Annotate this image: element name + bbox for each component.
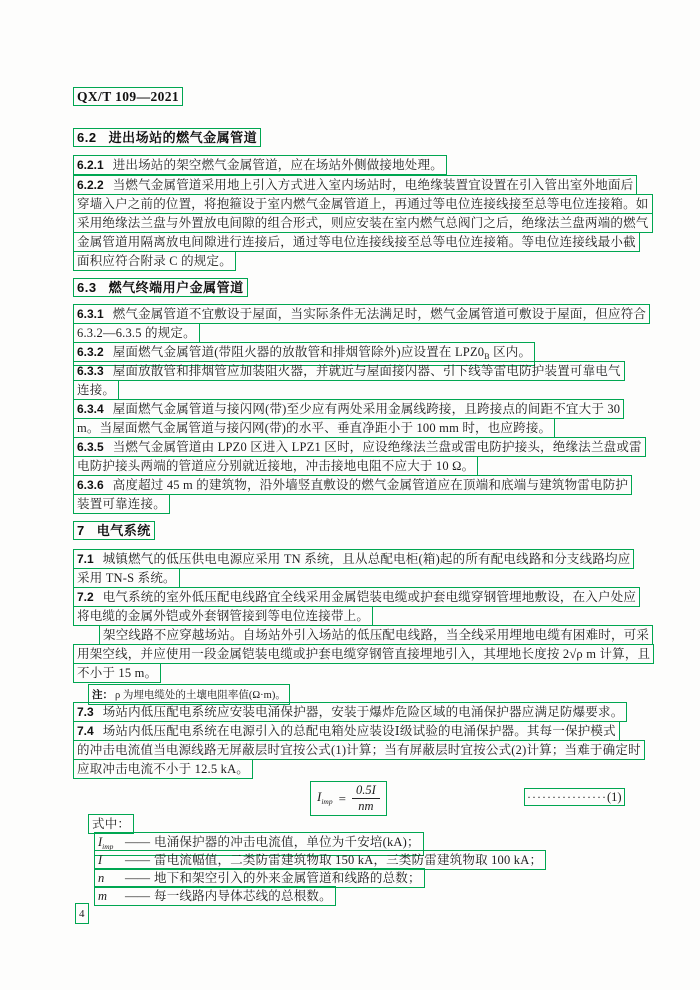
clause-6-3-6-line-2 <box>73 494 170 514</box>
text-line-box <box>73 549 634 569</box>
text-line-box <box>73 740 645 760</box>
definition-text: 每一线路内导体芯线的总根数。 <box>154 889 332 903</box>
symbol-base: I <box>98 853 103 867</box>
text-line-box <box>73 721 620 741</box>
section-6-3-heading-box <box>73 278 248 297</box>
clause-6-3-4-line-2 <box>73 418 555 438</box>
clause-number: 7.2 <box>77 590 94 604</box>
clause-text: 穿墙入户之前的位置，将抱箍设于室内燃气金属管道上，再通过等电位连接线接至总等电位连接箱。如 <box>77 197 649 211</box>
clause-6-2-2-line-5 <box>73 251 236 271</box>
page-number: 4 <box>79 908 85 920</box>
clause-6-3-5-line-2 <box>73 456 478 476</box>
clause-number: 7.3 <box>77 705 94 719</box>
clause-6-3-1-line-1 <box>73 304 650 324</box>
clause-text: 6.3.2—6.3.5 的规定。 <box>77 326 196 340</box>
section-6-2-heading <box>73 128 261 147</box>
page-header <box>73 87 183 106</box>
clause-7-2-line-1 <box>73 587 640 607</box>
numerator: 0.5I <box>352 784 380 799</box>
definition-text: 电涌保护器的冲击电流值，单位为千安培(kA)； <box>154 835 420 849</box>
equation-number: (1) <box>606 790 622 804</box>
page-number-line <box>75 903 89 924</box>
text-line-box <box>73 399 624 419</box>
text-line-box <box>73 759 253 779</box>
text-line-box <box>73 437 646 457</box>
text-line-box <box>73 213 653 233</box>
clause-7-1-line-2 <box>73 568 180 588</box>
clause-number: 6.3.5 <box>77 440 104 454</box>
clause-text: 当燃气金属管道采用地上引入方式进入室内场站时，电绝缘装置宜设置在引入管出室外地面后 <box>112 178 634 192</box>
clause-number: 7.4 <box>77 724 94 738</box>
text-line-box <box>73 323 200 343</box>
section-6-3-title: 燃气终端用户金属管道 <box>108 280 244 295</box>
section-7-title: 电气系统 <box>96 523 151 538</box>
text-line-box <box>94 868 425 888</box>
text-line-box <box>94 850 546 870</box>
section-7-heading <box>73 521 155 540</box>
clause-text: 高度超过 45 m 的建筑物，沿外墙竖直敷设的燃气金属管道应在顶端和底端与建筑物雷电防护 <box>112 478 629 492</box>
clause-6-2-2-line-3 <box>73 213 653 233</box>
lpz-subscript: B <box>484 352 490 361</box>
text-line-box <box>73 194 653 214</box>
clause-text: m。当屋面燃气金属管道与接闪网(带)的水平、垂直净距小于 100 mm 时，也应跨接。 <box>77 421 552 435</box>
doc-code: QX/T 109—2021 <box>77 89 180 104</box>
definition-n <box>94 868 425 888</box>
clause-text: 采用绝缘法兰盘与外置放电间隙的组合形式，则应安装在室内燃气总阀门之后，绝缘法兰盘两端的燃气 <box>77 216 649 230</box>
clause-7-2-line-2 <box>73 606 373 626</box>
symbol-base: I <box>98 835 103 849</box>
clause-text: 不小于 15 m。 <box>77 666 158 680</box>
formula-row <box>0 781 700 817</box>
equation-number-box <box>524 788 625 806</box>
formula-subscript: imp <box>321 796 333 806</box>
text-line-box <box>73 251 236 271</box>
definition-dash: —— <box>125 853 150 867</box>
clause-6-3-4-line-1 <box>73 399 624 419</box>
clause-text: 屋面燃气金属管道与接闪网(带)至少应有两处采用金属线跨接，且跨接点的间距不宜大于 30 <box>112 402 621 416</box>
clause-text: 进出场站的架空燃气金属管道，应在场站外侧做接地处理。 <box>112 158 443 172</box>
clause-number: 6.3.3 <box>77 364 104 378</box>
symbol-subscript: imp <box>102 842 114 851</box>
clause-text: 屋面燃气金属管道(带阻火器的放散管和排烟管除外)应设置在 LPZ0 <box>112 345 485 359</box>
clause-6-2-1-box <box>73 155 447 175</box>
clause-text: 金属管道用隔离放电间隙进行连接后，通过等电位连接线接至总等电位连接箱。等电位连接线最小截 <box>77 235 636 249</box>
clause-number: 6.3.6 <box>77 478 104 492</box>
text-line-box <box>73 702 627 722</box>
symbol-base: m <box>98 889 108 903</box>
clause-text: 屋面放散管和排烟管应加装阻火器，并就近与屋面接闪器、引下线等雷电防护装置可靠电气 <box>112 364 621 378</box>
text-line-box <box>73 304 650 324</box>
clause-text: 用架空线，并应使用一段金属铠装电缆或护套电缆穿钢管直接埋地引入，其埋地长度按 2√ρ m 计算，且 <box>77 647 651 661</box>
clause-7-4-line-1 <box>73 721 620 741</box>
clause-6-2-2-line-2 <box>73 194 653 214</box>
equals-sign: = <box>338 791 346 806</box>
section-6-2-number: 6.2 <box>77 130 97 145</box>
clause-text: 面积应符合附录 C 的规定。 <box>77 254 232 268</box>
page-number-box <box>75 903 89 924</box>
clause-7-3 <box>73 702 627 722</box>
text-line-box <box>73 587 640 607</box>
text-line-box <box>73 418 555 438</box>
text-line-box <box>73 456 478 476</box>
clause-text: 城镇燃气的低压供电电源应采用 TN 系统，且从总配电柜(箱)起的所有配电线路和分支线路均应 <box>102 552 631 566</box>
text-line-box <box>88 814 134 834</box>
definition-dash: —— <box>125 871 150 885</box>
clause-text: 场站内低压配电系统在电源引入的总配电箱处应装设Ⅰ级试验的电涌保护器。其每一保护模式 <box>102 724 616 738</box>
clause-number: 6.3.2 <box>77 345 104 359</box>
dot-leader: ················ <box>527 790 607 804</box>
text-line-box <box>73 644 654 664</box>
clause-6-3-5-line-1 <box>73 437 646 457</box>
text-line-box <box>94 886 336 906</box>
fraction <box>352 784 380 813</box>
clause-6-2-1 <box>73 155 447 175</box>
clause-text: 的冲击电流值当电源线路无屏蔽层时宜按公式(1)计算；当有屏蔽层时宜按公式(2)计算；当难于确定时 <box>77 743 641 757</box>
clause-7-1-line-1 <box>73 549 634 569</box>
clause-7-2-para-2-line-2 <box>73 644 654 664</box>
note-text: ρ 为埋电缆处的土壤电阻率值(Ω·m)。 <box>115 690 286 701</box>
section-6-3-number: 6.3 <box>77 280 97 295</box>
text-line-box <box>73 175 637 195</box>
clause-number: 6.3.1 <box>77 307 104 321</box>
text-line-box <box>73 494 170 514</box>
definition-text: 地下和架空引入的外来金属管道和线路的总数； <box>154 871 421 885</box>
section-7-number: 7 <box>77 523 85 538</box>
text-line-box <box>73 380 119 400</box>
clause-number: 7.1 <box>77 552 94 566</box>
clause-text: 场站内低压配电系统应安装电涌保护器，安装于爆炸危险区域的电涌保护器应满足防爆要求。 <box>102 705 624 719</box>
section-6-3-heading <box>73 278 248 297</box>
clause-7-4-line-2 <box>73 740 645 760</box>
clause-text: 连接。 <box>77 383 116 397</box>
clause-number: 6.3.4 <box>77 402 104 416</box>
text-line-box <box>99 625 653 645</box>
clause-7-2-para-2-line-1 <box>99 625 653 645</box>
clause-number: 6.2.1 <box>77 158 104 172</box>
clause-6-3-3-line-1 <box>73 361 625 381</box>
clause-text: 区内。 <box>489 345 532 359</box>
clause-text: 将电缆的金属外铠或外套钢管接到等电位连接带上。 <box>77 609 370 623</box>
section-6-2-title: 进出场站的燃气金属管道 <box>108 130 258 145</box>
symbol-base: n <box>98 871 105 885</box>
formula-symbol: I <box>317 788 322 804</box>
formula-intro: 式中： <box>92 817 131 831</box>
clause-6-2-2-line-1 <box>73 175 637 195</box>
clause-7-2-para-2-line-3 <box>73 663 161 683</box>
text-line-box <box>73 232 640 252</box>
denominator: nm <box>358 799 374 813</box>
definition-dash: —— <box>125 835 150 849</box>
definition-I <box>94 850 546 870</box>
clause-text: 当燃气金属管道由 LPZ0 区进入 LPZ1 区时，应设绝缘法兰盘或雷电防护接头，绝缘法兰盘或雷 <box>112 440 642 454</box>
clause-6-3-6-line-1 <box>73 475 632 495</box>
clause-text: 架空线路不应穿越场站。自场站外引入场站的低压配电线路，当全线采用埋地电缆有困难时，可采 <box>103 628 650 642</box>
clause-text: 应取冲击电流不小于 12.5 kA。 <box>77 762 250 776</box>
formula-intro-line <box>88 814 134 834</box>
clause-text: 装置可靠连接。 <box>77 497 166 511</box>
section-7-heading-box <box>73 521 155 540</box>
formula-1 <box>310 781 387 816</box>
clause-6-2-2-line-4 <box>73 232 640 252</box>
definition-dash: —— <box>125 889 150 903</box>
clause-6-3-1-line-2 <box>73 323 200 343</box>
section-6-2-heading-box <box>73 128 261 147</box>
clause-6-3-3-line-2 <box>73 380 119 400</box>
definition-text: 雷电流幅值，二类防雷建筑物取 150 kA，三类防雷建筑物取 100 kA； <box>154 853 543 867</box>
clause-7-4-line-3 <box>73 759 253 779</box>
text-line-box <box>73 361 625 381</box>
text-line-box <box>73 663 161 683</box>
text-line-box <box>73 568 180 588</box>
clause-text: 电气系统的室外低压配电线路宜全线采用金属铠装电缆或护套电缆穿钢管埋地敷设，在入户处应 <box>102 590 637 604</box>
clause-text: 燃气金属管道不宜敷设于屋面，当实际条件无法满足时，燃气金属管道可敷设于屋面，但应符合 <box>112 307 647 321</box>
text-line-box <box>73 606 373 626</box>
note-label: 注： <box>92 689 113 701</box>
doc-code-box <box>73 87 183 106</box>
definition-m <box>94 886 336 906</box>
text-line-box <box>73 475 632 495</box>
clause-text: 采用 TN-S 系统。 <box>77 571 176 585</box>
clause-number: 6.2.2 <box>77 178 104 192</box>
formula-lhs <box>317 789 333 804</box>
clause-text: 电防护接头两端的管道应分别就近接地，冲击接地电阻不应大于 10 Ω。 <box>77 459 475 473</box>
